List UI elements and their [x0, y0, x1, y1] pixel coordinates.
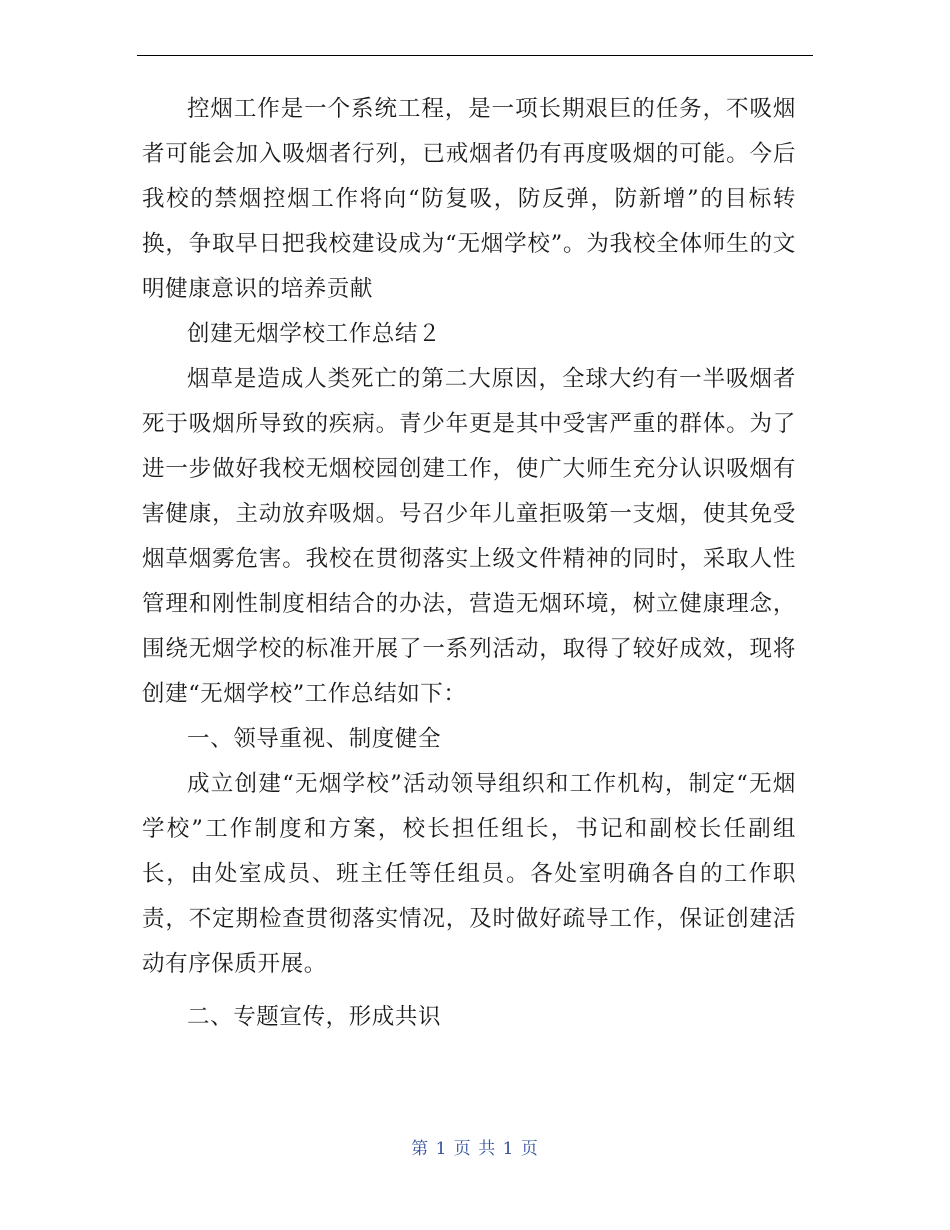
paragraph-organization: 成立创建“无烟学校”活动领导组织和工作机构，制定“无烟学校”工作制度和方案，校长担任组长，书记和副校长任副组长，由处室成员、班主任等任组员。各处室明确各自的工作职责，不定期检查贯彻落实情况，及时做好疏导工作，保证创建活动有序保质开展。	[142, 771, 796, 977]
section-heading-1: 一、领导重视、制度健全	[187, 726, 442, 752]
section-heading-2: 二、专题宣传，形成共识	[187, 1004, 442, 1030]
header-rule	[137, 55, 813, 56]
page-footer: 第 1 页 共 1 页	[411, 1139, 539, 1159]
paragraph-closing: 控烟工作是一个系统工程，是一项长期艰巨的任务，不吸烟者可能会加入吸烟者行列，已戒烟者仍有再度吸烟的可能。今后我校的禁烟控烟工作将向“防复吸，防反弹，防新增”的目标转换，争取早日把我校建设成为“无烟学校”。为我校全体师生的文明健康意识的培养贡献	[142, 96, 796, 302]
document-body	[142, 87, 796, 1040]
paragraph-intro: 烟草是造成人类死亡的第二大原因，全球大约有一半吸烟者死于吸烟所导致的疾病。青少年更是其中受害严重的群体。为了进一步做好我校无烟校园创建工作，使广大师生充分认识吸烟有害健康，主动放弃吸烟。号召少年儿童拒吸第一支烟，使其免受烟草烟雾危害。我校在贯彻落实上级文件精神的同时，采取人性管理和刚性制度相结合的办法，营造无烟环境，树立健康理念，围绕无烟学校的标准开展了一系列活动，取得了较好成效，现将创建“无烟学校”工作总结如下：	[142, 366, 796, 707]
section-title-summary-2: 创建无烟学校工作总结２	[187, 321, 442, 347]
